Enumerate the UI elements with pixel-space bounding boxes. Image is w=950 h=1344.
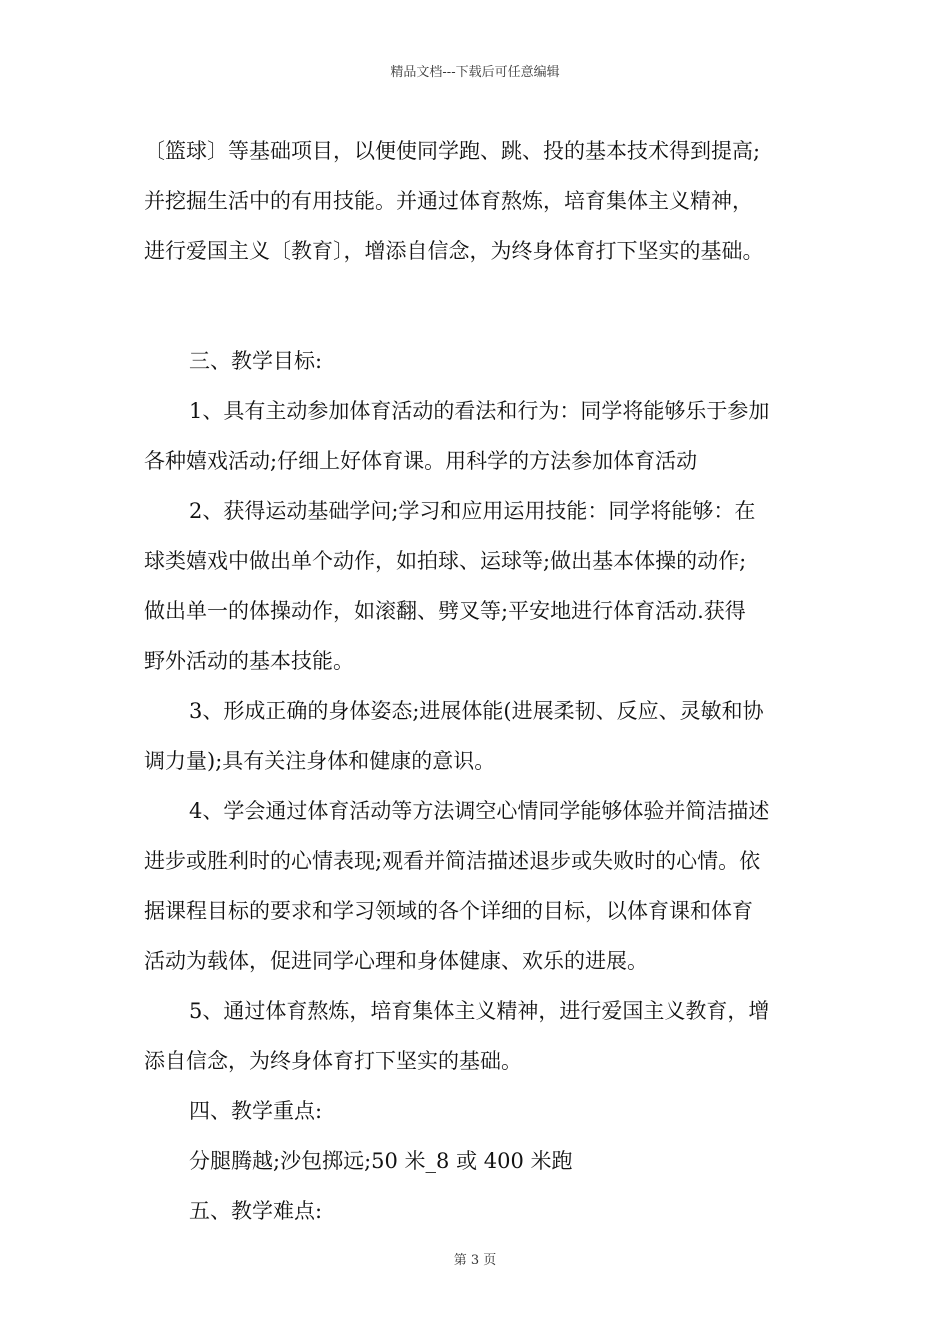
paragraph-line: 做出单一的体操动作，如滚翻、劈叉等;平安地进行体育活动.获得 bbox=[144, 599, 746, 623]
paragraph-line: 进步或胜利时的心情表现;观看并简洁描述退步或失败时的心情。依 bbox=[144, 849, 761, 873]
page-number: 第 3 页 bbox=[453, 1253, 497, 1268]
section-heading-key-points: 四、教学重点: bbox=[189, 1099, 323, 1123]
section-heading-difficulties: 五、教学难点: bbox=[189, 1199, 323, 1223]
section-heading-teaching-goals: 三、教学目标: bbox=[189, 349, 323, 373]
paragraph-line: 1、具有主动参加体育活动的看法和行为：同学将能够乐于参加 bbox=[189, 399, 770, 423]
paragraph-line: 球类嬉戏中做出单个动作，如拍球、运球等;做出基本体操的动作; bbox=[144, 549, 747, 573]
paragraph-line: 分腿腾越;沙包掷远;50 米_8 或 400 米跑 bbox=[189, 1149, 573, 1173]
paragraph-line: 4、学会通过体育活动等方法调空心情同学能够体验并简洁描述 bbox=[189, 799, 770, 823]
section-gap bbox=[144, 276, 834, 336]
paragraph-line: 2、获得运动基础学问;学习和应用运用技能：同学将能够：在 bbox=[189, 499, 756, 523]
paragraph-line: 各种嬉戏活动;仔细上好体育课。用科学的方法参加体育活动 bbox=[144, 449, 698, 473]
paragraph-line: 野外活动的基本技能。 bbox=[144, 649, 354, 673]
paragraph-line: 进行爱国主义〔教育〕，增添自信念，为终身体育打下坚实的基础。 bbox=[144, 239, 764, 263]
paragraph-line: 并挖掘生活中的有用技能。并通过体育熬炼，培育集体主义精神， bbox=[144, 189, 753, 213]
page-header: 精品文档---下载后可任意编辑 bbox=[390, 65, 560, 80]
paragraph-line: 5、通过体育熬炼，培育集体主义精神，进行爱国主义教育，增 bbox=[189, 999, 770, 1023]
document-body bbox=[144, 126, 834, 1236]
paragraph-line: 3、形成正确的身体姿态;进展体能(进展柔韧、反应、灵敏和协 bbox=[189, 699, 764, 723]
paragraph-line: 据课程目标的要求和学习领域的各个详细的目标，以体育课和体育 bbox=[144, 899, 753, 923]
paragraph-line: 添自信念，为终身体育打下坚实的基础。 bbox=[144, 1049, 522, 1073]
paragraph-line: 调力量);具有关注身体和健康的意识。 bbox=[144, 749, 496, 773]
paragraph-line: 〔篮球〕等基础项目，以便使同学跑、跳、投的基本技术得到提高; bbox=[144, 139, 761, 163]
paragraph-line: 活动为载体，促进同学心理和身体健康、欢乐的进展。 bbox=[144, 949, 648, 973]
